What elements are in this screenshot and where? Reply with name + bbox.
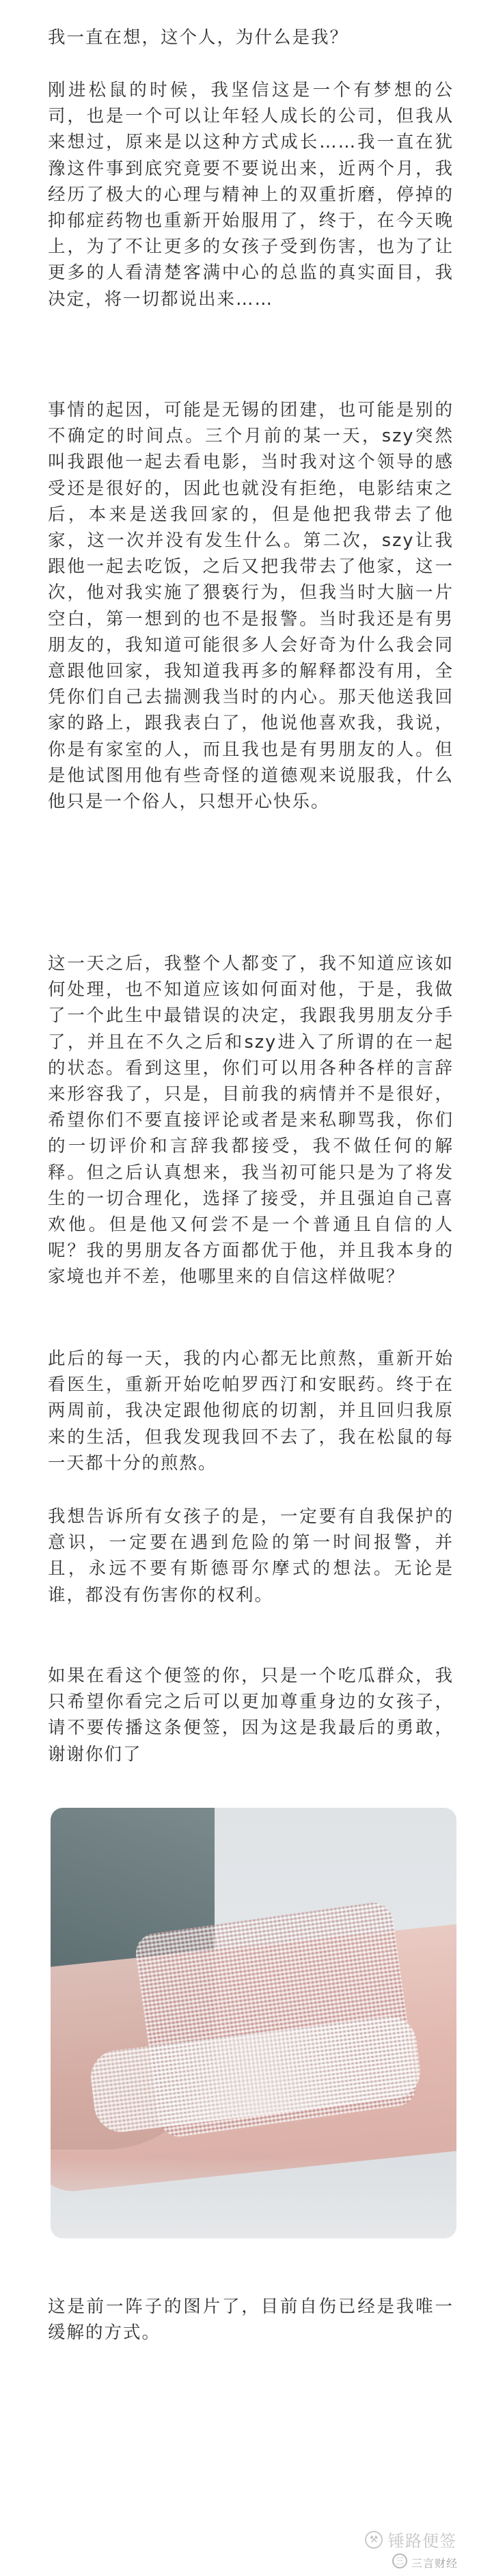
paragraph-6: 我想告诉所有女孩子的是，一定要有自我保护的意识，一定要在遇到危险的第一时间报警，并且，永远不要有斯德哥尔摩式的想法。无论是谁，都没有伤害你的权利。: [48, 1506, 454, 1605]
paragraph-7: 如果在看这个便签的你，只是一个吃瓜群众，我只希望你看完之后可以更加尊重身边的女孩子，请不要传播这条便签，因为这是我最后的勇敢，谢谢你们了: [48, 1666, 454, 1765]
photo-image[interactable]: [51, 1808, 456, 2238]
paragraph-5: 此后的每一天，我的内心都无比煎熬，重新开始看医生，重新开始吃帕罗西汀和安眠药。终于在两周前，我决定跟他彻底的切割，并且回归我原来的生活，但我发现我回不去了，我在松鼠的每一天都十分的煎熬。: [48, 1348, 454, 1474]
corner-tag-text: 三言财经: [411, 2557, 459, 2570]
paragraph-1: 我一直在想，这个人，为什么是我？: [48, 27, 349, 48]
photo-floor: [51, 2156, 456, 2238]
paragraph-4: 这一天之后，我整个人都变了，我不知道应该如何处理，也不知道应该如何面对他，于是，我做了一个此生中最错误的决定，我跟我男朋友分手了，并且在不久之后和szy进入了所谓的在一起的状态。看到这里，你们可以用各种各样的言辞来形容我了，只是，目前我的病情并不是很好，希望你们不要直接评论或者是来私聊骂我，你们的一切评价和言辞我都接受，我不做任何的解释。但之后认真想来，我当初可能只是为了将发生的一切合理化，选择了接受，并且强迫自己喜欢他。但是他又何尝不是一个普通且自信的人呢？我的男朋友各方面都优于他，并且我本身的家境也并不差，他哪里来的自信这样做呢？: [48, 953, 454, 1288]
paragraph-3: 事情的起因，可能是无锡的团建，也可能是别的不确定的时间点。三个月前的某一天，szy突然叫我跟他一起去看电影，当时我对这个领导的感受还是很好的，因此也就没有拒绝，电影结束之后，本来是送我回家的，但是他把我带去了他家，这一次并没有发生什么。第二次，szy让我跟他一起去吃饭，之后又把我带去了他家，这一次，他对我实施了猥亵行为，但我当时大脑一片空白，第一想到的也不是报警。当时我还是有男朋友的，我知道可能很多人会好奇为什么我会同意跟他回家，我知道我再多的解释都没有用，全凭你们自己去揣测我当时的内心。那天他送我回家的路上，跟我表白了，他说他喜欢我，我说，你是有家室的人，而且我也是有男朋友的人。但是他试图用他有些奇怪的道德观来说服我，什么他只是一个俗人，只想开心快乐。: [48, 400, 454, 813]
sanyan-logo-icon: 三: [392, 2553, 407, 2568]
hammer-icon: ⚒: [365, 2531, 383, 2549]
paragraph-8: 这是前一阵子的图片了，目前自伤已经是我唯一缓解的方式。: [48, 2296, 454, 2344]
app-watermark: [365, 2527, 456, 2551]
paragraph-2: 刚进松鼠的时候，我坚信这是一个有梦想的公司，也是一个可以让年轻人成长的公司，但我从来想过，原来是以这种方式成长……我一直在犹豫这件事到底究竟要不要说出来，近两个月，我经历了极大的心理与精神上的双重折磨，停掉的抑郁症药物也重新开始服用了，终于，在今天晚上，为了不让更多的女孩子受到伤害，也为了让更多的人看清楚客满中心的总监的真实面目，我决定，将一切都说出来……: [48, 80, 454, 310]
watermark-text: 锤路便签: [388, 2532, 456, 2551]
